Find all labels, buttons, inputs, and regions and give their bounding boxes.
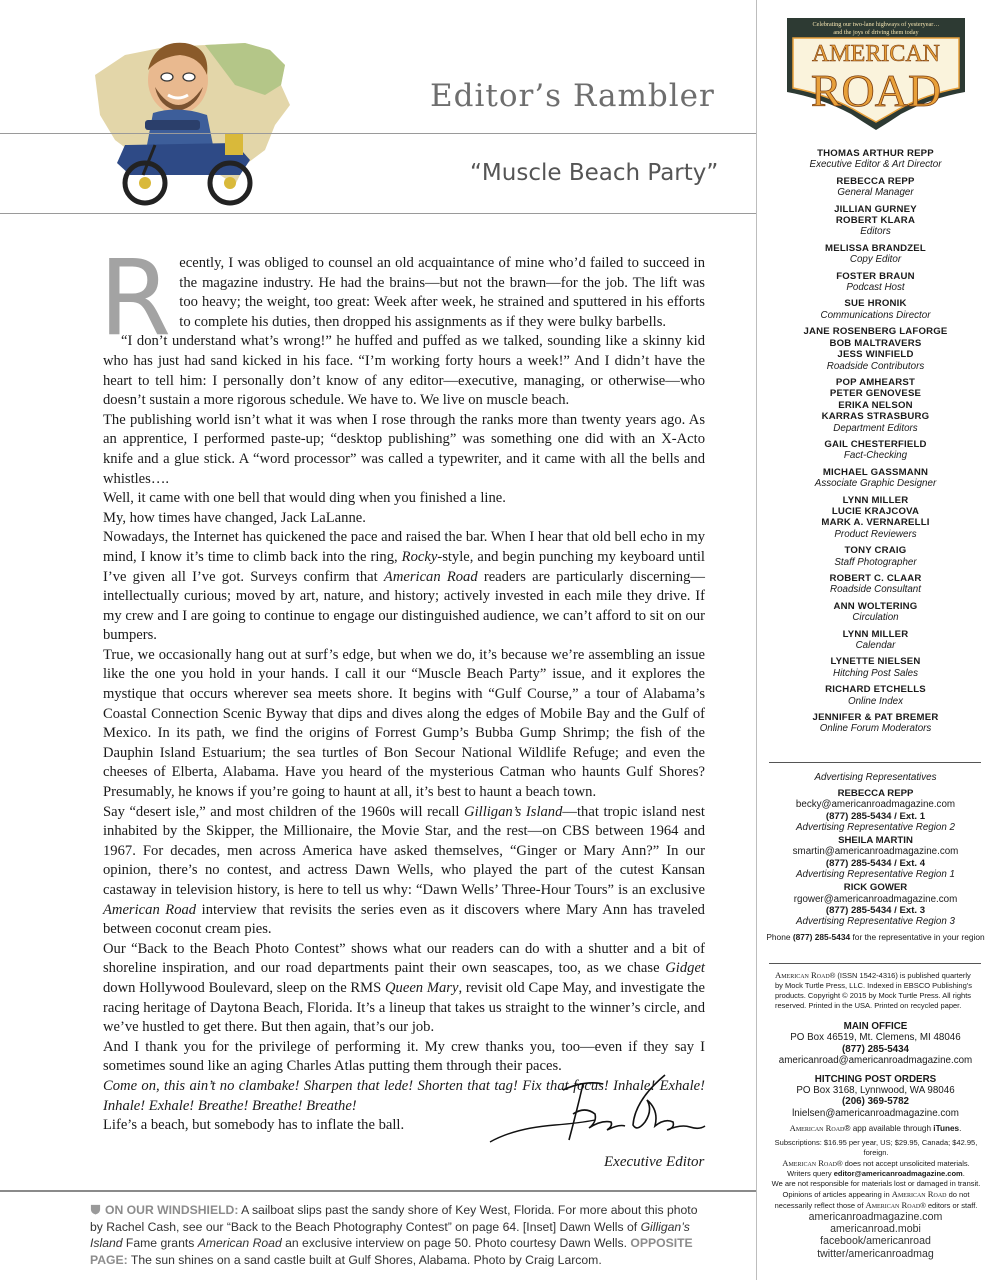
rep-phone: (877) 285-5434 / Ext. 3 bbox=[825, 904, 926, 916]
office-heading: MAIN OFFICE bbox=[843, 1021, 908, 1032]
article-paragraph: True, we occasionally hang out at surf’s edge, but when we do, it’s because we’re assembling an issue like the one you hold in your hands. I call it our “Muscle Beach Party” issue, and it explores the mystique that occurs wherever sea meets shore. It begins with “Gulf Course,” a tour of Alabama’s Coastal Connection Scenic Byway that dips and dives along the edges of Mobile Bay and the Gulf of Mexico. In its path, we find the origins of Forrest Gump’s Bubba Gump Shrimp; the fish of the Dauphin Island Estuarium; the sea turtles of Bon Secour National Wildlife Refuge; and even the cheeses of Elberta, Alabama. Have you heard of the mysterious Catman who haunts Gulf Shores? Presumably, he knows if you’re going to haunt at all, it’s best to haunt a beach town. bbox=[103, 646, 705, 801]
web-links bbox=[757, 1211, 993, 1260]
ad-rep bbox=[757, 788, 993, 833]
issue-title: “Muscle Beach Party” bbox=[470, 160, 719, 186]
signature-caption: Executive Editor bbox=[604, 1154, 705, 1170]
masthead-entry bbox=[757, 148, 993, 171]
rep-region: Advertising Representative Region 1 bbox=[795, 869, 956, 881]
article-paragraph: My, how times have changed, Jack LaLanne. bbox=[103, 509, 366, 526]
article-paragraph: “I don’t understand what’s wrong!” he huffed and puffed as we talked, sounding like a skinny kid who has just had sand kicked in his face. “I’m working forty hours a week!” And I didn’t have the heart to tell him: I personally don’t know of any editor—executive, managing, or otherwise—who doesn’t sustain a more rigorous schedule. We have to. We live on muscle beach. bbox=[103, 333, 705, 409]
photo-caption: ON OUR WINDSHIELD: A sailboat slips past the sandy shore of Key West, Florida. For more about this photo by Rachel Cash, see our “Back to the Beach Photography Contest” on page 64. [Inset] Dawn Wells of Gilligan’s Island Fame grants American Road an exclusive interview on page 50. Photo courtesy Dawn Wells. OPPOSITE PAGE: The sun shines on a sand castle built at Gulf Shores, Alabama. Photo by Craig Larcom. bbox=[90, 1203, 698, 1267]
staff-role: Copy Editor bbox=[849, 254, 902, 266]
staff-role: Hitching Post Sales bbox=[833, 667, 918, 679]
editor-caricature-illustration bbox=[85, 25, 295, 215]
office-email-link[interactable]: lnielsen@americanroadmagazine.com bbox=[792, 1107, 959, 1119]
office-contacts bbox=[757, 1021, 993, 1126]
staff-name: TONY CRAIG bbox=[844, 545, 907, 557]
american-road-logo bbox=[781, 14, 971, 132]
rep-region: Advertising Representative Region 3 bbox=[795, 916, 956, 928]
rep-name: RICK GOWER bbox=[843, 882, 908, 894]
staff-name: ROBERT KLARA bbox=[835, 215, 916, 227]
phone-note: Phone (877) 285-5434 for the representative in your region bbox=[766, 931, 985, 942]
svg-text:and the joys of driving them t: and the joys of driving them today bbox=[833, 29, 919, 36]
masthead-entry bbox=[757, 176, 993, 199]
staff-name: GAIL CHESTERFIELD bbox=[824, 438, 927, 450]
masthead-entry bbox=[757, 629, 993, 652]
masthead-entry bbox=[757, 204, 993, 238]
rep-name: REBECCA REPP bbox=[837, 788, 914, 799]
staff-name: THOMAS ARTHUR REPP bbox=[817, 148, 934, 159]
staff-name: BOB MALTRAVERS bbox=[829, 337, 922, 349]
web-link[interactable]: twitter/americanroadmag bbox=[817, 1247, 934, 1260]
staff-name: JILLIAN GURNEY bbox=[834, 203, 917, 215]
staff-name: ERIKA NELSON bbox=[838, 399, 913, 411]
web-link[interactable]: americanroadmagazine.com bbox=[808, 1211, 943, 1223]
office-email-link[interactable]: americanroad@americanroadmagazine.com bbox=[778, 1055, 973, 1067]
staff-role: Podcast Host bbox=[846, 282, 905, 294]
masthead-entry bbox=[757, 712, 993, 735]
rep-phone: (877) 285-5434 / Ext. 1 bbox=[825, 810, 926, 822]
staff-name: POP AMHEARST bbox=[835, 376, 916, 388]
masthead-entry bbox=[757, 601, 993, 624]
publication-notice: American Road® (ISSN 1542-4316) is published quarterly by Mock Turtle Press, LLC. Indexed in EBSCO Publishing’s products. Copyright © 2015 by Mock Turtle Press. All rights reserved. Printed in the USA. Printed on recycled paper. bbox=[775, 970, 973, 1010]
article-body bbox=[99, 237, 705, 1136]
drop-cap: R bbox=[99, 237, 172, 359]
staff-name: MICHAEL GASSMANN bbox=[822, 466, 929, 478]
subscription-notice: Subscriptions: $16.95 per year, US; $29.95, Canada; $42.95, foreign. American Road® does not accept unsolicited materials. Writers query editor@americanroadmagazine.com. We are not responsible for materials lost or damaged in transit. Opinions of articles appearing in American Road do not necessarily reflect those of American Road® editors or staff. bbox=[771, 1138, 981, 1210]
web-link[interactable]: facebook/americanroad bbox=[820, 1235, 931, 1248]
svg-text:ROAD: ROAD bbox=[810, 65, 942, 116]
masthead-entry bbox=[757, 545, 993, 568]
staff-name: PETER GENOVESE bbox=[829, 388, 922, 400]
staff-role: Executive Editor & Art Director bbox=[809, 159, 942, 171]
staff-name: ANN WOLTERING bbox=[833, 600, 918, 612]
article-paragraph: ecently, I was obliged to counsel an old acquaintance of mine who’d failed to succeed in the magazine industry. He had the brains—but not the brawn—for the job. The lift was too heavy; the weight, too great: Week after week, he strained and sputtered in his efforts to complete his duties, then dropped his assignments as if they were bulky barbells. bbox=[179, 255, 705, 330]
staff-name: MARK A. VERNARELLI bbox=[821, 517, 930, 529]
staff-name: RICHARD ETCHELLS bbox=[825, 684, 926, 696]
header-divider bbox=[0, 133, 756, 134]
ad-rep bbox=[757, 835, 993, 880]
staff-name: LYNN MILLER bbox=[842, 628, 909, 640]
staff-role: Circulation bbox=[852, 612, 899, 624]
article-paragraph: Come on, this ain’t no clambake! Sharpen that lede! Shorten that tag! Fix that focus! Inhale! Exhale! Inhale! Exhale! Breathe! Breathe! Breathe! bbox=[103, 1077, 705, 1114]
staff-role: General Manager bbox=[837, 187, 914, 199]
masthead-entry bbox=[757, 298, 993, 321]
svg-text:Celebrating our two-lane highw: Celebrating our two-lane highways of yesteryear… bbox=[812, 21, 940, 28]
staff-name: FOSTER BRAUN bbox=[836, 270, 915, 282]
office-line: PO Box 3168, Lynnwood, WA 98046 bbox=[796, 1085, 955, 1097]
article-paragraph: Say “desert isle,” and most children of the 1960s will recall Gilligan’s Island—that tropic island nest inhabited by the Skipper, the Millionaire, the Movie Star, and the rest—on CBS between 1964 and 1967. For decades, men across America have asked themselves, “Ginger or Mary Ann?” In our opinion, there’s no contest, and actress Dawn Wells, who played the part of the cutest Kansan castaway in television history, is here to tell us why: “Dawn Wells’ Three-Hour Tours” is an exclusive American Road interview that revisits the series even as it discovers where Mary Ann has traveled between coconut cream pies. bbox=[103, 803, 705, 938]
staff-name: JENNIFER & PAT BREMER bbox=[812, 712, 939, 724]
section-title: Editor’s Rambler bbox=[430, 78, 715, 114]
advertising-section bbox=[757, 771, 993, 943]
staff-name: LYNETTE NIELSEN bbox=[830, 656, 921, 668]
staff-role: Communications Director bbox=[820, 309, 931, 321]
masthead-entry bbox=[757, 684, 993, 707]
staff-role: Roadside Consultant bbox=[830, 584, 921, 596]
staff-role: Online Index bbox=[847, 695, 903, 707]
article-paragraph: Our “Back to the Beach Photo Contest” shows what our readers can do with a shutter and a bit of shoreline inspiration, and our road departments paint their own seascapes, too, as we chase Gidget down Hollywood Boulevard, sleep on the RMS Queen Mary, revisit old Cape May, and investigate the racing heritage of Daytona Beach, Florida. It’s a lineup that takes us straight to the winner’s circle, and we’ve hustled to get there. But then again, that’s our job. bbox=[103, 940, 705, 1036]
staff-role: Roadside Contributors bbox=[826, 360, 925, 372]
office-heading: HITCHING POST ORDERS bbox=[814, 1073, 937, 1085]
office-line: (877) 285-5434 bbox=[842, 1043, 909, 1055]
article-paragraph: And I thank you for the privilege of performing it. My crew thanks you, too—even if they say I sometimes sound like an aging Charles Atlas putting them through their paces. bbox=[103, 1038, 705, 1075]
sidebar-divider bbox=[769, 963, 981, 964]
masthead-entry bbox=[757, 573, 993, 596]
article-paragraph: Life’s a beach, but somebody has to inflate the ball. bbox=[103, 1117, 405, 1134]
svg-text:AMERICAN: AMERICAN bbox=[811, 41, 941, 67]
staff-role: Calendar bbox=[855, 640, 896, 652]
rep-email-link[interactable]: smartin@americanroadmagazine.com bbox=[792, 846, 959, 858]
editor-signature bbox=[485, 1070, 710, 1150]
staff-name: JANE ROSENBERG LAFORGE bbox=[803, 326, 948, 338]
article-paragraph: Well, it came with one bell that would ding when you finished a line. bbox=[103, 490, 506, 507]
web-link[interactable]: americanroad.mobi bbox=[830, 1223, 921, 1236]
office-line: PO Box 46519, Mt. Clemens, MI 48046 bbox=[790, 1032, 961, 1044]
staff-role: Product Reviewers bbox=[834, 528, 917, 540]
rep-name: SHEILA MARTIN bbox=[838, 835, 913, 847]
masthead-entry bbox=[757, 377, 993, 434]
masthead-entry bbox=[757, 656, 993, 679]
office-line: (206) 369-5782 bbox=[842, 1096, 909, 1108]
masthead-entry bbox=[757, 467, 993, 490]
article-paragraph: Nowadays, the Internet has quickened the pace and raised the bar. When I hear that old bell echo in my mind, I know it’s time to climb back into the ring, Rocky-style, and begin punching my keyboard until I’ve given all I’ve got. Surveys confirm that American Road readers are particularly discerning—intellectually curious; moved by art, nature, and history; actively invested in each mile they drive. If my crew and I are going to continue to engage our distinguished audience, we can’t afford to sit on our bumpers. bbox=[103, 529, 705, 644]
masthead-credits bbox=[757, 148, 993, 740]
staff-role: Editors bbox=[860, 226, 891, 238]
app-note: American Road® app available through iTunes. bbox=[789, 1123, 962, 1133]
advertising-heading: Advertising Representatives bbox=[814, 772, 937, 783]
office-block bbox=[757, 1021, 993, 1067]
staff-role: Staff Photographer bbox=[834, 556, 917, 568]
staff-name: REBECCA REPP bbox=[836, 175, 915, 187]
shield-icon bbox=[90, 1204, 101, 1215]
staff-role: Fact-Checking bbox=[843, 450, 908, 462]
rep-region: Advertising Representative Region 2 bbox=[795, 821, 956, 833]
masthead-sidebar bbox=[756, 0, 993, 1280]
rep-email-link[interactable]: becky@americanroadmagazine.com bbox=[795, 799, 956, 811]
sidebar-divider bbox=[769, 762, 981, 763]
masthead-entry bbox=[757, 243, 993, 266]
rep-email-link[interactable]: rgower@americanroadmagazine.com bbox=[793, 893, 958, 905]
footer-divider bbox=[0, 1190, 756, 1192]
staff-name: KARRAS STRASBURG bbox=[821, 411, 930, 423]
staff-name: LUCIE KRAJCOVA bbox=[831, 505, 920, 517]
staff-name: JESS WINFIELD bbox=[837, 349, 914, 361]
masthead-entry bbox=[757, 439, 993, 462]
article-paragraph: The publishing world isn’t what it was when I rose through the ranks more than twenty years ago. As an apprentice, I performed paste-up; “desktop publishing” was something one did with an X-Acto knife and a glue stick. A “word processor” was called a typewriter, and it came with all the bells and whistles…. bbox=[103, 411, 705, 487]
office-block bbox=[757, 1074, 993, 1120]
staff-role: Associate Graphic Designer bbox=[814, 478, 937, 490]
masthead-entry bbox=[757, 271, 993, 294]
staff-name: MELISSA BRANDZEL bbox=[825, 242, 926, 254]
rep-phone: (877) 285-5434 / Ext. 4 bbox=[825, 857, 926, 869]
staff-role: Department Editors bbox=[833, 422, 918, 434]
staff-name: LYNN MILLER bbox=[842, 494, 909, 506]
staff-name: ROBERT C. CLAAR bbox=[829, 573, 922, 584]
staff-name: SUE HRONIK bbox=[844, 298, 907, 310]
staff-role: Online Forum Moderators bbox=[819, 723, 932, 735]
masthead-entry bbox=[757, 326, 993, 372]
masthead-entry bbox=[757, 495, 993, 541]
ad-rep bbox=[757, 882, 993, 927]
header-divider bbox=[0, 213, 756, 214]
